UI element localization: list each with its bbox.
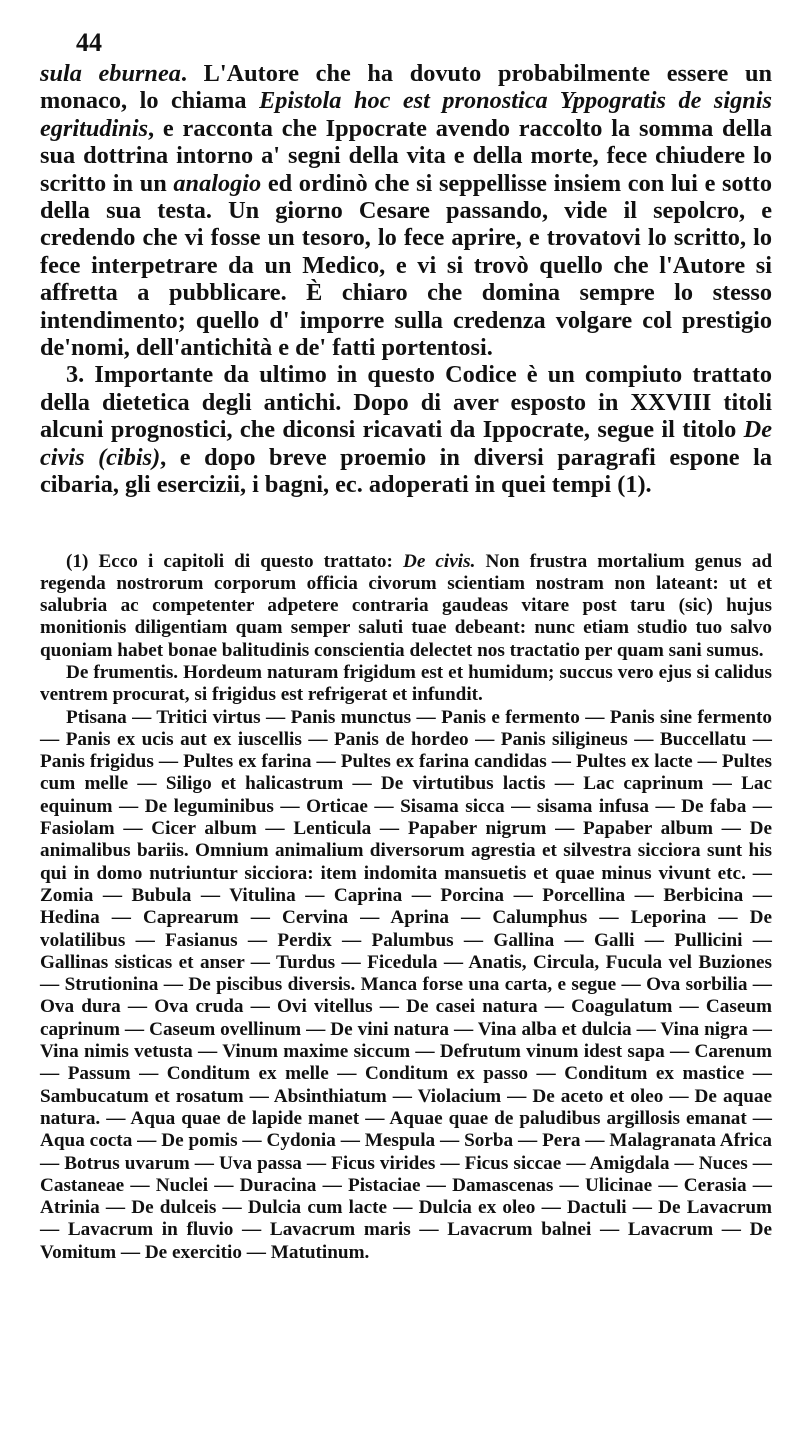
main-text: [40, 60, 772, 499]
main-paragraph-1: [40, 60, 772, 361]
footnote-paragraph-2: De frumentis. Hordeum naturam frigidum est et humidum; succus vero ejus si calidus ventrem procurat, si frigidus est refrigerat et infundit.: [40, 661, 772, 706]
text-run: , e dopo breve proemio in diversi paragrafi espone la cibaria, gli esercizii, i bagni, ec. adoperati in quei tempi (1).: [40, 443, 773, 499]
italic-text-run: De civis (cibis): [40, 416, 772, 471]
italic-text-run: sula eburnea: [40, 60, 181, 87]
text-run: Non frustra mortalium genus ad regenda nostrorum corporum officia civorum scientiam nostram non lateant: ut et salubria ac competenter adpetere contraria gaudeas vitare post taru (sic) hujus monitionis diligentiam quam semper saluti tuae debeant: nunc etiam studio tuo salvo quoniam habet bonae balitudinis conscientia delectet nos tractatio per quam sani sumus.: [40, 550, 772, 661]
text-run: (1) Ecco i capitoli di questo trattato:: [66, 550, 403, 572]
text-run: ed ordinò che si seppellisse insiem con lui e sotto della sua testa. Un giorno Cesare passando, vide il sepolcro, e credendo che vi fosse un tesoro, lo fece aprire, e trovatovi lo scritto, lo fece interpetrare da un Medico, e vi si trovò quello che l'Autore si affretta a pubblicare. È chiaro che domina sempre lo stesso intendimento; quello d' imporre sulla credenza volgare col prestigio de'nomi, dell'antichità e de' fatti portentosi.: [40, 169, 772, 362]
footnote-paragraph-1: [40, 551, 772, 662]
text-run: . L'Autore che ha dovuto probabilmente essere un monaco, lo chiama: [40, 60, 772, 115]
main-paragraph-2: [40, 361, 772, 498]
footnote-separator: [40, 499, 772, 551]
footnote-paragraph-3: Ptisana — Tritici virtus — Panis munctus — Panis e fermento — Panis sine fermento — Panis ex ucis aut ex iuscellis — Panis de hordeo — Panis siligineus — Buccellatu — Panis frigidus — Pultes ex farina — Pultes ex farina candidas — Pultes ex lacte — Pultes cum melle — Siligo et halicastrum — De virtutibus lactis — Lac caprinum — Lac equinum — De leguminibus — Orticae — Sisama sicca — sisama infusa — De faba — Fasiolam — Cicer album — Lenticula — Papaber nigrum — Papaber album — De animalibus bariis. Omnium animalium diversorum agrestia et silvestra sicciora sunt his qui in domo nutriuntur sicciora: item indomita mansuetis et quae minus vivunt etc. — Zomia — Bubula — Vitulina — Caprina — Porcina — Porcellina — Berbicina — Hedina — Caprearum — Cervina — Aprina — Calumphus — Leporina — De volatilibus — Fasianus — Perdix — Palumbus — Gallina — Galli — Pullicini — Gallinas sisticas et anser — Turdus — Ficedula — Anatis, Circula, Fucula vel Buziones — Strutionina — De piscibus diversis. Manca forse una carta, e segue — Ova sorbilia — Ova dura — Ova cruda — Ovi vitellus — De casei natura — Coagulatum — Caseum caprinum — Caseum ovellinum — De vini natura — Vina alba et dulcia — Vina nigra — Vina nimis vetusta — Vinum maxime siccum — Defrutum vinum idest sapa — Carenum — Passum — Conditum ex melle — Conditum ex passo — Conditum ex mastice — Sambucatum et rosatum — Absinthiatum — Violacium — De aceto et oleo — De aquae natura. — Aqua quae de lapide manet — Aquae quae de paludibus argillosis emanat — Aqua cocta — De pomis — Cydonia — Mespula — Sorba — Pera — Malagranata Africa — Botrus uvarum — Uva passa — Ficus virides — Ficus siccae — Amigdala — Nuces — Castaneae — Nuclei — Duracina — Pistaciae — Damascenas — Ulicinae — Cerasia — Atrinia — De dulceis — Dulcia cum lacte — Dulcia ex oleo — Dactuli — De Lavacrum — Lavacrum in fluvio — Lavacrum maris — Lavacrum balnei — Lavacrum — De Vomitum — De exercitio — Matutinum.: [40, 706, 772, 1263]
italic-text-run: Epistola hoc est pronostica Yppogratis de signis egritudinis: [40, 87, 772, 142]
italic-text-run: analogio: [173, 169, 262, 197]
text-run: 3. Importante da ultimo in questo Codice è un compiuto trattato della dietetica degli antichi. Dopo di aver esposto in XXVIII titoli alcuni prognostici, che diconsi ricavati da Ippocrate, segue il titolo: [40, 361, 772, 444]
footnote: [40, 551, 772, 1265]
page-number: 44: [76, 28, 102, 57]
italic-text-run: De civis.: [402, 550, 476, 572]
text-run: , e racconta che Ippocrate avendo raccolto la somma della sua dottrina intorno a' segni della vita e della morte, fece chiudere lo scritto in un: [40, 114, 772, 197]
